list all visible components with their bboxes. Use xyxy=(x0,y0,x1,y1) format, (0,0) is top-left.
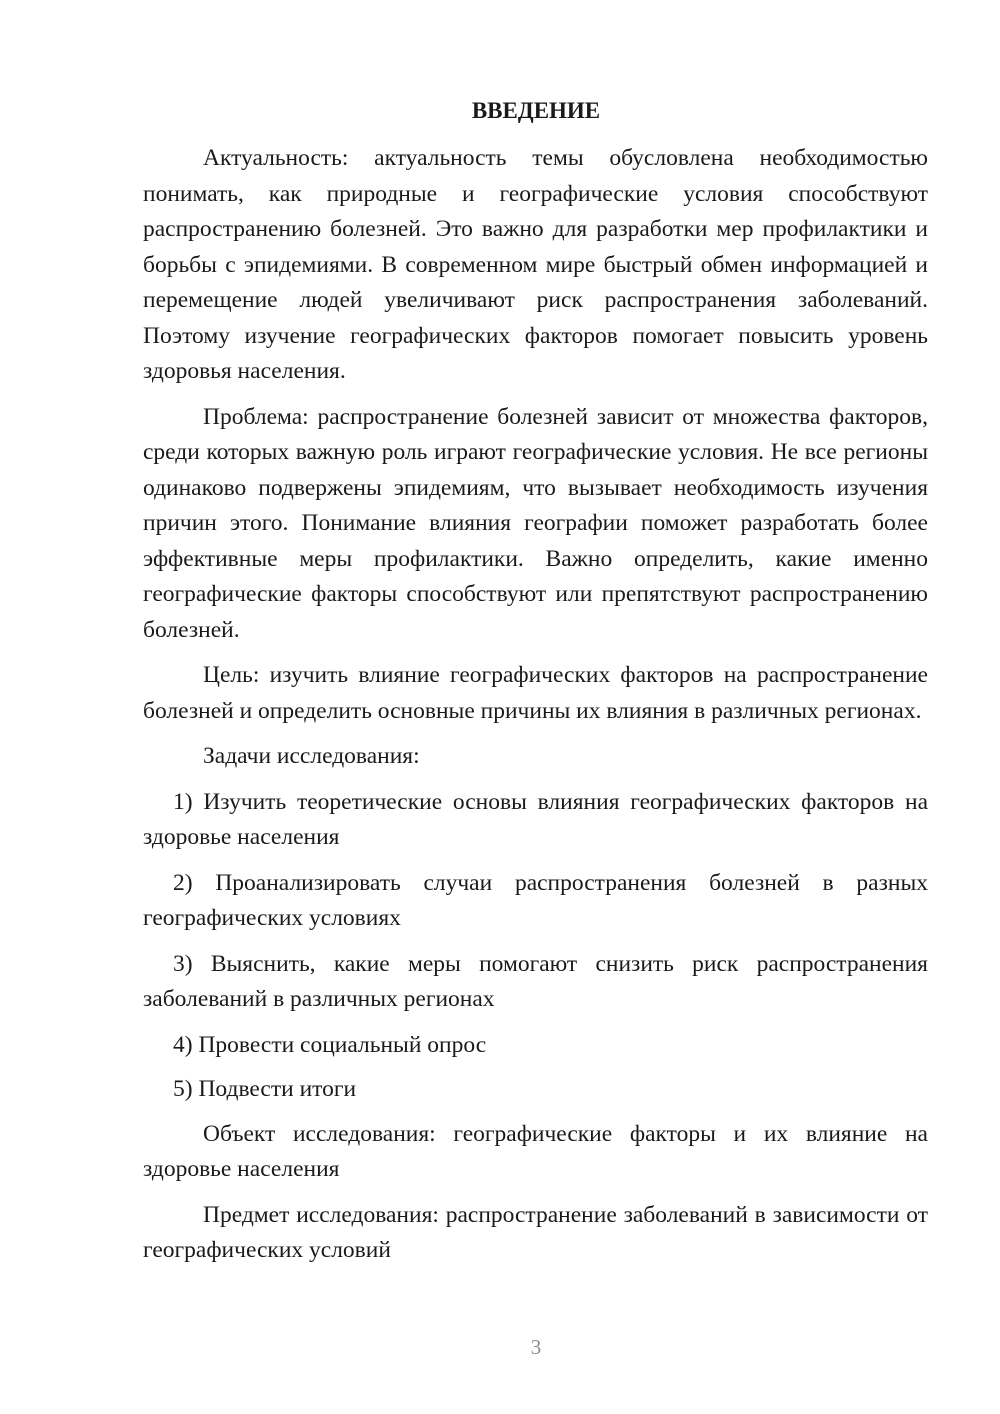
task-item-5: 5) Подвести итоги xyxy=(173,1076,357,1102)
task-item-3: 3) Выяснить, какие меры помогают снизить риск распространения заболеваний в различных регионах xyxy=(143,950,928,1012)
task-item-2: 2) Проанализировать случаи распространения болезней в разных географических условиях xyxy=(143,869,928,931)
paragraph-subject: Предмет исследования: распространение заболеваний в зависимости от географических условий xyxy=(143,1201,928,1263)
page-title: ВВЕДЕНИЕ xyxy=(471,98,601,123)
task-item-4: 4) Провести социальный опрос xyxy=(173,1031,487,1058)
task-item-1: 1) Изучить теоретические основы влияния географических факторов на здоровье населения xyxy=(143,788,928,850)
tasks-heading: Задачи исследования: xyxy=(203,743,420,769)
paragraph-relevance: Актуальность: актуальность темы обусловлена необходимостью понимать, как природные и географические условия способствуют распространению болезней. Это важно для разработки мер профилактики и борьбы с эпидемиями. В современном мире быстрый обмен информацией и перемещение людей увеличивают риск распространения заболеваний. Поэтому изучение географических факторов помогает повысить уровень здоровья населения. xyxy=(143,145,928,384)
paragraph-problem: Проблема: распространение болезней зависит от множества факторов, среди которых важную роль играют географические условия. Не все регионы одинаково подвержены эпидемиям, что вызывает необходимость изучения причин этого. Понимание влияния географии поможет разработать более эффективные меры профилактики. Важно определить, какие именно географические факторы способствуют или препятствуют распространению болезней. xyxy=(143,403,928,643)
document-body xyxy=(143,141,928,1279)
paragraph-object: Объект исследования: географические факторы и их влияние на здоровье населения xyxy=(143,1120,928,1182)
page-number: 3 xyxy=(530,1335,542,1359)
paragraph-goal: Цель: изучить влияние географических факторов на распространение болезней и определить основные причины их влияния в различных регионах. xyxy=(143,662,928,724)
